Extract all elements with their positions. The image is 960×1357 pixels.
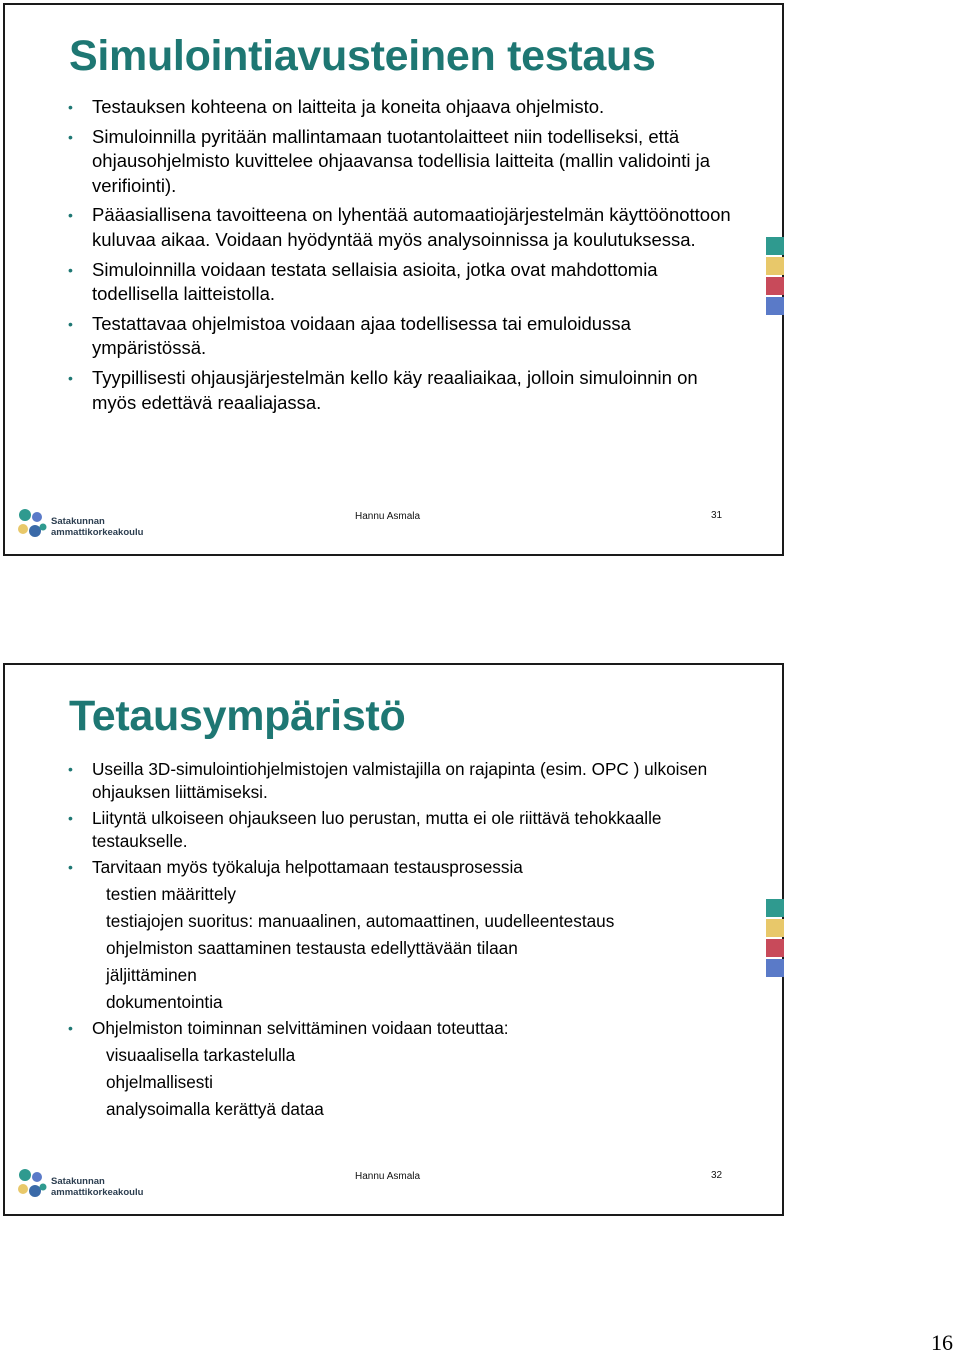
sub-item: testien määrittely (106, 883, 236, 904)
sub-item: jäljittäminen (106, 964, 197, 985)
bullet-item: • Useilla 3D-simulointiohjelmistojen valmistajilla on rajapinta (esim. OPC ) ulkoisen ohjauksen liittämiseksi. (65, 758, 745, 803)
bullet-item: • Pääasiallisena tavoitteena on lyhentää automaatiojärjestelmän käyttöönottoon kuluvaa aikaa. Voidaan hyödyntää myös analysoinnissa ja koulutuksessa. (65, 203, 745, 252)
sub-item: ohjelmallisesti (106, 1071, 213, 1092)
slide-31 (3, 3, 784, 556)
bullet-item: • Simuloinnilla pyritään mallintamaan tuotantolaitteet niin todelliseksi, että ohjausohjelmisto kuvittelee ohjaavansa todellisia laitteita (mallin validointi ja verifiointi). (65, 125, 745, 199)
school-logo (15, 507, 155, 547)
logo-line-1: Satakunnan (51, 516, 105, 527)
bullet-item: • Tarvitaan myös työkaluja helpottamaan testausprosessia (65, 856, 745, 879)
color-stripe (766, 237, 784, 317)
slide-number: 31 (711, 510, 723, 521)
logo-line-2: ammattikorkeakoulu (51, 1187, 144, 1198)
bullet-item: • Testauksen kohteena on laitteita ja koneita ohjaava ohjelmisto. (65, 95, 745, 120)
bullet-item: • Simuloinnilla voidaan testata sellaisia asioita, jotka ovat mahdottomia todellisella laitteistolla. (65, 258, 745, 307)
sub-item: testiajojen suoritus: manuaalinen, automaattinen, uudelleentestaus (106, 910, 615, 931)
footer-author: Hannu Asmala (355, 1171, 421, 1182)
slide-title: Tetausympäristö (69, 692, 406, 740)
sub-item: analysoimalla kerättyä dataa (106, 1098, 324, 1119)
sub-item: dokumentointia (106, 991, 223, 1012)
bullet-list (65, 758, 745, 1125)
footer-author: Hannu Asmala (355, 511, 421, 522)
logo-line-1: Satakunnan (51, 1176, 105, 1187)
bullet-item: • Tyypillisesti ohjausjärjestelmän kello käy reaaliaikaa, jolloin simuloinnin on myös edettävä reaaliajassa. (65, 366, 745, 415)
slide-title: Simulointiavusteinen testaus (69, 32, 656, 80)
bullet-item: • Ohjelmiston toiminnan selvittäminen voidaan toteuttaa: (65, 1017, 745, 1040)
color-stripe (766, 899, 784, 979)
slide-number: 32 (711, 1170, 723, 1181)
school-logo (15, 1167, 155, 1207)
bullet-item: • Liityntä ulkoiseen ohjaukseen luo perustan, mutta ei ole riittävä tehokkaalle testaukselle. (65, 807, 745, 852)
bullet-list (65, 95, 745, 420)
sub-item: visuaalisella tarkastelulla (106, 1045, 296, 1066)
sub-item: ohjelmiston saattaminen testausta edellyttävään tilaan (106, 937, 518, 958)
bullet-item: • Testattavaa ohjelmistoa voidaan ajaa todellisessa tai emuloidussa ympäristössä. (65, 312, 745, 361)
page-number: 16 (931, 1330, 953, 1355)
logo-icon (15, 1167, 49, 1203)
slide-32 (3, 663, 784, 1216)
logo-line-2: ammattikorkeakoulu (51, 527, 144, 538)
logo-icon (15, 507, 49, 543)
